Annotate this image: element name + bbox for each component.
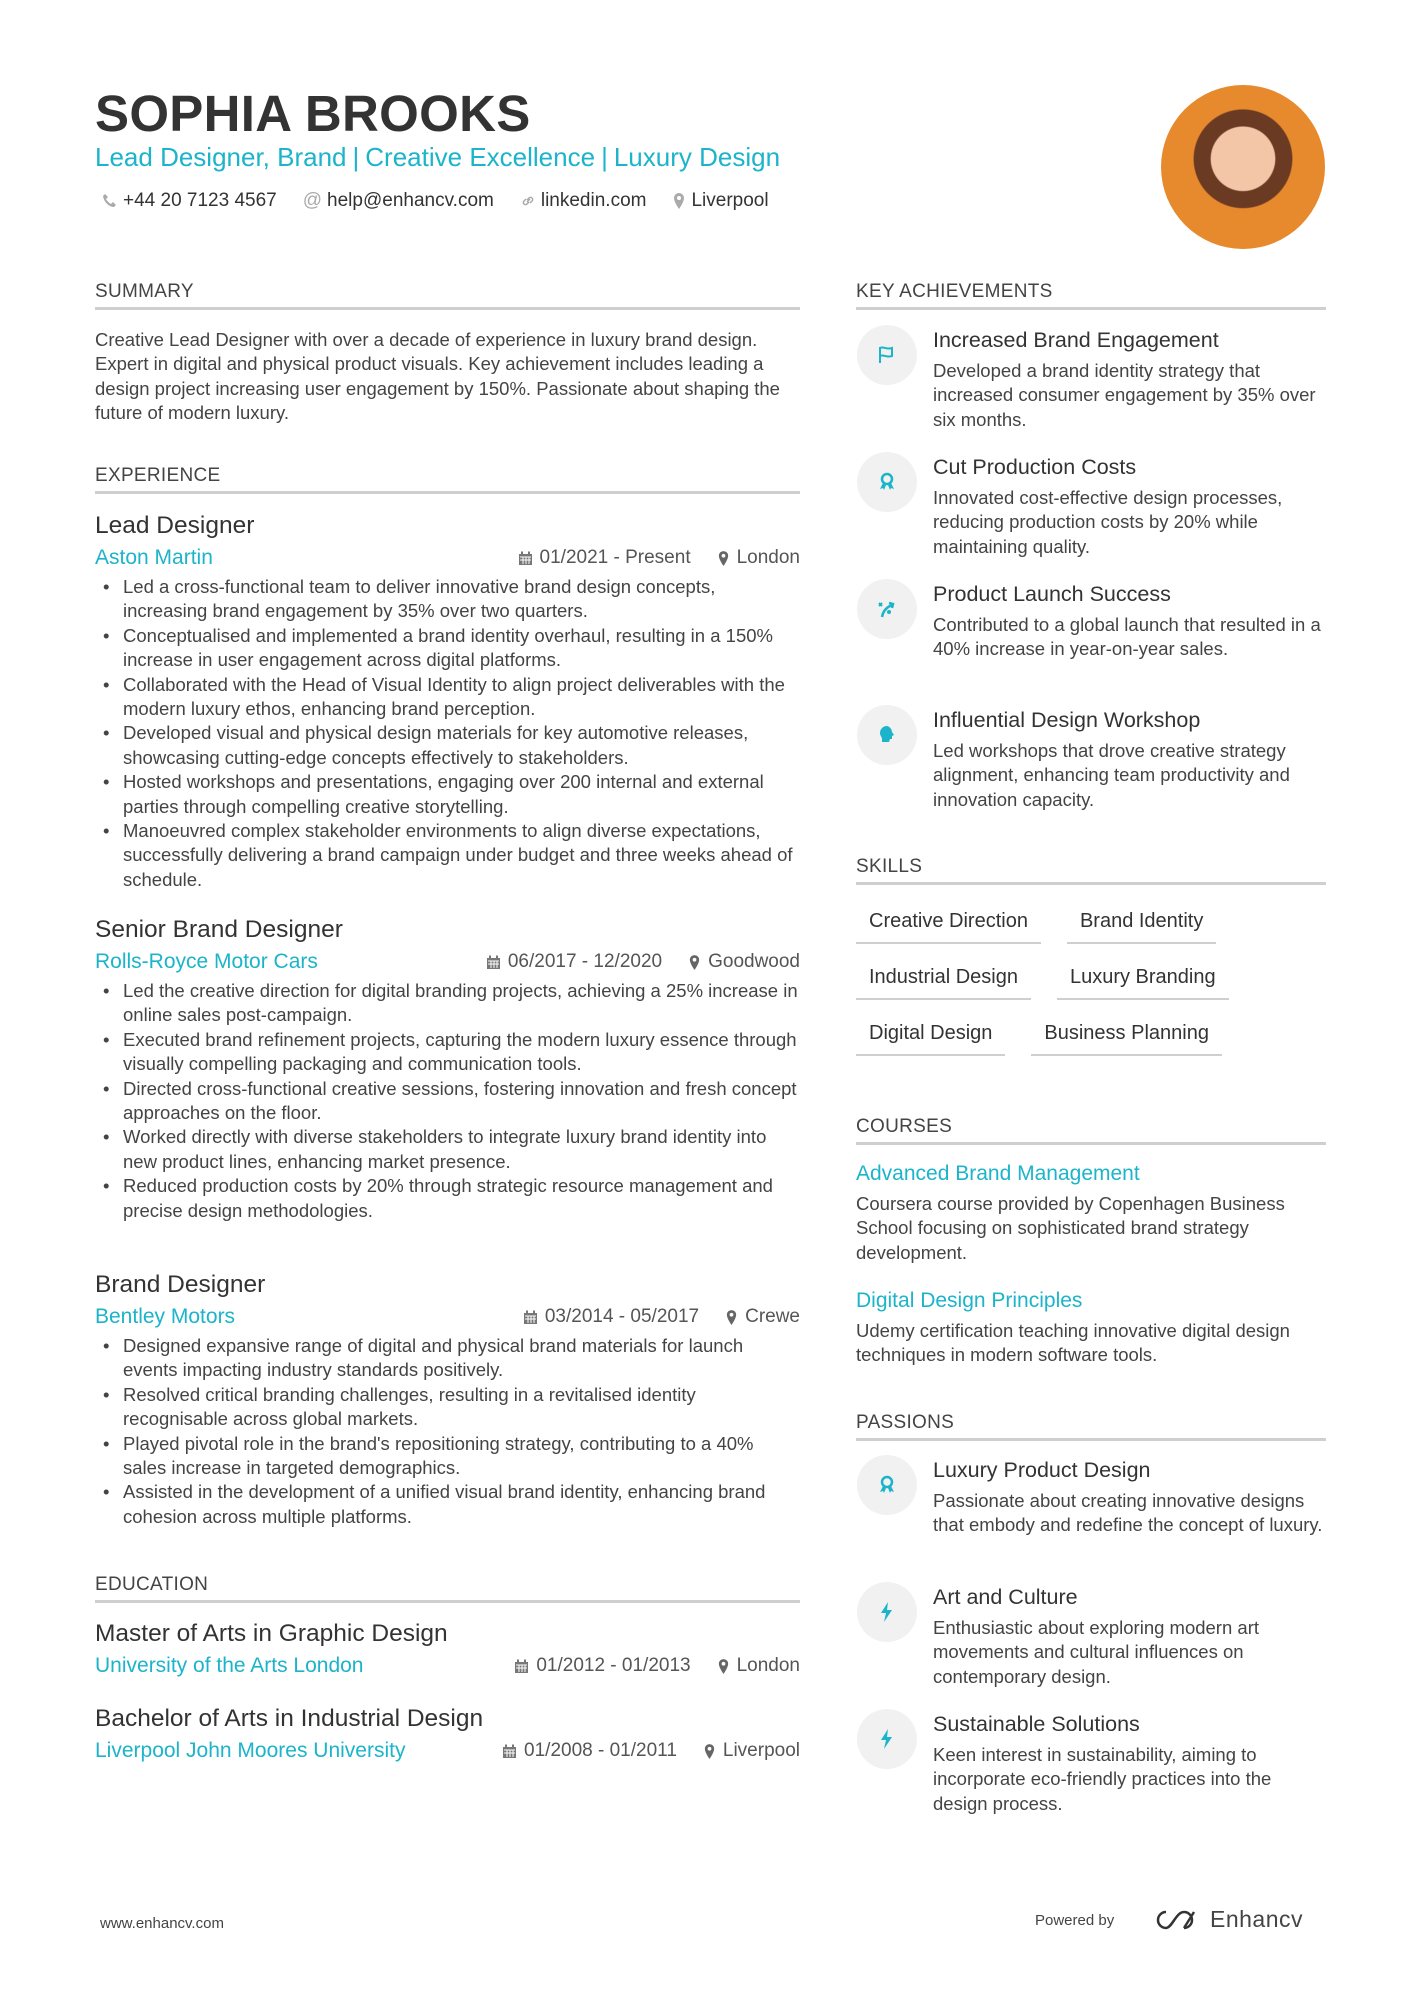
icon-circle: [857, 705, 917, 765]
item-title: Sustainable Solutions: [933, 1712, 1140, 1736]
education-entry: [95, 1702, 800, 1766]
meta-row: [95, 947, 800, 977]
bullet-list: [95, 1334, 800, 1529]
location-text: Crewe: [745, 1306, 800, 1327]
icon-circle: [857, 1582, 917, 1642]
achievements-item: [856, 325, 1326, 432]
phone-text: +44 20 7123 4567: [123, 190, 277, 211]
location-icon: [672, 192, 686, 210]
location-text: London: [736, 1655, 800, 1676]
skill-chip: Luxury Branding: [1057, 960, 1229, 1000]
bolt-icon: [875, 1600, 899, 1624]
contact-location: [672, 190, 768, 212]
experience-entry: [95, 913, 800, 1223]
date-range: [514, 1655, 690, 1677]
title-separator: |: [352, 142, 360, 172]
title-part: Lead Designer, Brand: [95, 142, 347, 172]
section-heading-skills: SKILLS: [856, 855, 1326, 885]
meta-row: [95, 543, 800, 573]
location: [717, 547, 800, 569]
icon-circle: [857, 579, 917, 639]
location: [725, 1306, 800, 1328]
enhancv-logo-icon: [1154, 1907, 1200, 1933]
footer-website[interactable]: www.enhancv.com: [100, 1915, 224, 1932]
date-range: [502, 1740, 677, 1762]
footer-powered-by: Powered by: [1035, 1912, 1115, 1929]
date-range: [518, 547, 691, 569]
location-icon: [688, 954, 701, 971]
location-icon: [725, 1309, 738, 1326]
bolt-icon: [875, 1727, 899, 1751]
date-text: 01/2021 - Present: [539, 547, 691, 568]
item-description: Led workshops that drove creative strategy alignment, enhancing team productivity and innovation capacity.: [933, 740, 1290, 810]
skill-chip: Industrial Design: [856, 960, 1031, 1000]
item-description: Contributed to a global launch that resulted in a 40% increase in year-on-year sales.: [933, 614, 1321, 660]
location: [703, 1740, 800, 1762]
item-description: Innovated cost-effective design processes, reducing production costs by 20% while maintaining quality.: [933, 487, 1283, 557]
skill-chip: Digital Design: [856, 1016, 1005, 1056]
contact-email[interactable]: [303, 190, 494, 212]
phone-icon: [102, 193, 118, 209]
icon-circle: [857, 1455, 917, 1515]
award-icon: [875, 470, 899, 494]
location-icon: [717, 550, 730, 567]
section-heading-summary: SUMMARY: [95, 280, 800, 310]
bullet-item: • Developed visual and physical design materials for key automotive releases, showcasing cutting-edge concepts effectively to stakeholders.: [95, 721, 800, 770]
contact-bar: [102, 190, 769, 212]
date-text: 03/2014 - 05/2017: [544, 1306, 700, 1327]
item-title: Art and Culture: [933, 1585, 1078, 1609]
location: [688, 951, 800, 973]
item-title: Luxury Product Design: [933, 1458, 1151, 1482]
education-entry: [95, 1617, 800, 1681]
organization-name[interactable]: Aston Martin: [95, 546, 213, 569]
item-description: Enthusiastic about exploring modern art movements and cultural influences on contemporary design.: [933, 1617, 1259, 1687]
location-icon: [717, 1658, 730, 1675]
email-text[interactable]: help@enhancv.com: [327, 190, 494, 211]
calendar-icon: [523, 1310, 538, 1325]
title-part: Creative Excellence: [365, 142, 596, 172]
skill-chip: Brand Identity: [1067, 904, 1216, 944]
item-title: Increased Brand Engagement: [933, 328, 1219, 352]
bullet-item: • Collaborated with the Head of Visual Identity to align project deliverables with the modern luxury ethos, enhancing brand perception.: [95, 673, 800, 722]
icon-circle: [857, 325, 917, 385]
enhancv-logo[interactable]: [1154, 1906, 1303, 1933]
organization-name[interactable]: Bentley Motors: [95, 1305, 236, 1328]
location-text: Liverpool: [691, 190, 769, 211]
flag-icon: [875, 343, 899, 367]
experience-entry: [95, 509, 800, 892]
location: [717, 1655, 800, 1677]
strategy-icon: [875, 597, 899, 621]
bullet-item: • Worked directly with diverse stakeholders to integrate luxury brand identity into new product lines, enhancing market presence.: [95, 1125, 800, 1174]
course-entry: [856, 1286, 1326, 1368]
organization-name[interactable]: Rolls-Royce Motor Cars: [95, 950, 318, 973]
organization-name[interactable]: Liverpool John Moores University: [95, 1739, 406, 1762]
icon-circle: [857, 1709, 917, 1769]
item-title: Product Launch Success: [933, 582, 1171, 606]
section-heading-passions: PASSIONS: [856, 1411, 1326, 1441]
calendar-icon: [486, 955, 501, 970]
bullet-item: • Resolved critical branding challenges, resulting in a revitalised identity recognisable across global markets.: [95, 1383, 800, 1432]
contact-link[interactable]: [520, 190, 647, 212]
location-text: London: [736, 547, 800, 568]
calendar-icon: [518, 551, 533, 566]
item-description: Keen interest in sustainability, aiming to incorporate eco-friendly practices into the design process.: [933, 1744, 1272, 1814]
date-range: [486, 951, 662, 973]
job-title: Brand Designer: [95, 1271, 266, 1298]
date-text: 06/2017 - 12/2020: [507, 951, 663, 972]
contact-phone: [102, 190, 277, 212]
icon-circle: [857, 452, 917, 512]
link-text[interactable]: linkedin.com: [540, 190, 647, 211]
course-description: Coursera course provided by Copenhagen Business School focusing on sophisticated brand strategy development.: [856, 1193, 1285, 1263]
experience-entry: [95, 1268, 800, 1529]
location-text: Goodwood: [708, 951, 800, 972]
candidate-title: [95, 142, 780, 173]
bullet-list: [95, 979, 800, 1223]
bullet-item: • Designed expansive range of digital and physical brand materials for launch events impacting industry standards positively.: [95, 1334, 800, 1383]
location-text: Liverpool: [722, 1740, 800, 1761]
degree: Master of Arts in Graphic Design: [95, 1620, 448, 1647]
award-icon: [875, 1473, 899, 1497]
degree: Bachelor of Arts in Industrial Design: [95, 1705, 484, 1732]
meta-row: [95, 1651, 800, 1681]
at-icon: @: [302, 190, 323, 211]
location-icon: [703, 1743, 716, 1760]
section-heading-experience: EXPERIENCE: [95, 464, 800, 494]
meta-row: [95, 1302, 800, 1332]
calendar-icon: [514, 1659, 529, 1674]
job-title: Lead Designer: [95, 512, 255, 539]
section-heading-courses: COURSES: [856, 1115, 1326, 1145]
date-range: [523, 1306, 699, 1328]
organization-name[interactable]: University of the Arts London: [95, 1654, 364, 1677]
date-text: 01/2008 - 01/2011: [524, 1740, 677, 1761]
item-title: Influential Design Workshop: [933, 708, 1201, 732]
bullet-item: • Reduced production costs by 20% through strategic resource management and precise design methodologies.: [95, 1174, 800, 1223]
section-heading-education: EDUCATION: [95, 1573, 800, 1603]
bullet-item: • Hosted workshops and presentations, engaging over 200 internal and external parties through compelling creative storytelling.: [95, 770, 800, 819]
title-separator: |: [601, 142, 608, 172]
item-title: Cut Production Costs: [933, 455, 1137, 479]
bullet-item: • Executed brand refinement projects, capturing the modern luxury essence through visually compelling packaging and communication tools.: [95, 1028, 800, 1077]
calendar-icon: [502, 1744, 517, 1759]
item-description: Passionate about creating innovative designs that embody and redefine the concept of luxury.: [933, 1490, 1323, 1536]
passions-item: [856, 1455, 1326, 1538]
course-title[interactable]: Advanced Brand Management: [856, 1162, 1140, 1185]
course-title[interactable]: Digital Design Principles: [856, 1289, 1083, 1312]
skills-list: [856, 904, 1336, 1056]
bullet-item: • Assisted in the development of a unified visual brand identity, enhancing brand cohesion across multiple platforms.: [95, 1480, 800, 1529]
skill-chip: Creative Direction: [856, 904, 1041, 944]
date-text: 01/2012 - 01/2013: [536, 1655, 691, 1676]
bullet-item: • Led the creative direction for digital branding projects, achieving a 25% increase in online sales post-campaign.: [95, 979, 800, 1028]
bullet-item: • Manoeuvred complex stakeholder environments to align diverse expectations, successfully delivering a brand campaign under budget and three weeks ahead of schedule.: [95, 819, 800, 892]
link-icon: [520, 193, 536, 209]
passions-item: [856, 1582, 1326, 1689]
title-part: Luxury Design: [613, 142, 781, 172]
job-title: Senior Brand Designer: [95, 916, 343, 943]
item-description: Developed a brand identity strategy that increased consumer engagement by 35% over six months.: [933, 360, 1316, 430]
bullet-list: [95, 575, 800, 892]
skill-chip: Business Planning: [1031, 1016, 1222, 1056]
passions-item: [856, 1709, 1326, 1816]
course-entry: [856, 1159, 1326, 1265]
bullet-item: • Played pivotal role in the brand's repositioning strategy, contributing to a 40% sales increase in targeted demographics.: [95, 1432, 800, 1481]
bullet-item: • Led a cross-functional team to deliver innovative brand design concepts, increasing brand engagement by 35% over two quarters.: [95, 575, 800, 624]
course-description: Udemy certification teaching innovative digital design techniques in modern software tools.: [856, 1320, 1290, 1366]
head-icon: [875, 723, 899, 747]
meta-row: [95, 1736, 800, 1766]
bullet-item: • Conceptualised and implemented a brand identity overhaul, resulting in a 150% increase in user engagement across digital platforms.: [95, 624, 800, 673]
achievements-item: [856, 452, 1326, 559]
candidate-name: SOPHIA BROOKS: [95, 85, 531, 142]
achievements-item: [856, 579, 1326, 662]
bullet-item: • Directed cross-functional creative sessions, fostering innovation and fresh concept approaches on the floor.: [95, 1077, 800, 1126]
enhancv-logo-text: Enhancv: [1210, 1906, 1304, 1932]
summary-text: Creative Lead Designer with over a decade of experience in luxury brand design. Expert in digital and physical product visuals. Key achievement includes leading a design project increasing user engagement by 150%. Passionate about shaping the future of modern luxury.: [95, 329, 780, 424]
section-heading-achievements: KEY ACHIEVEMENTS: [856, 280, 1326, 310]
profile-photo: [1161, 85, 1325, 249]
achievements-item: [856, 705, 1326, 812]
